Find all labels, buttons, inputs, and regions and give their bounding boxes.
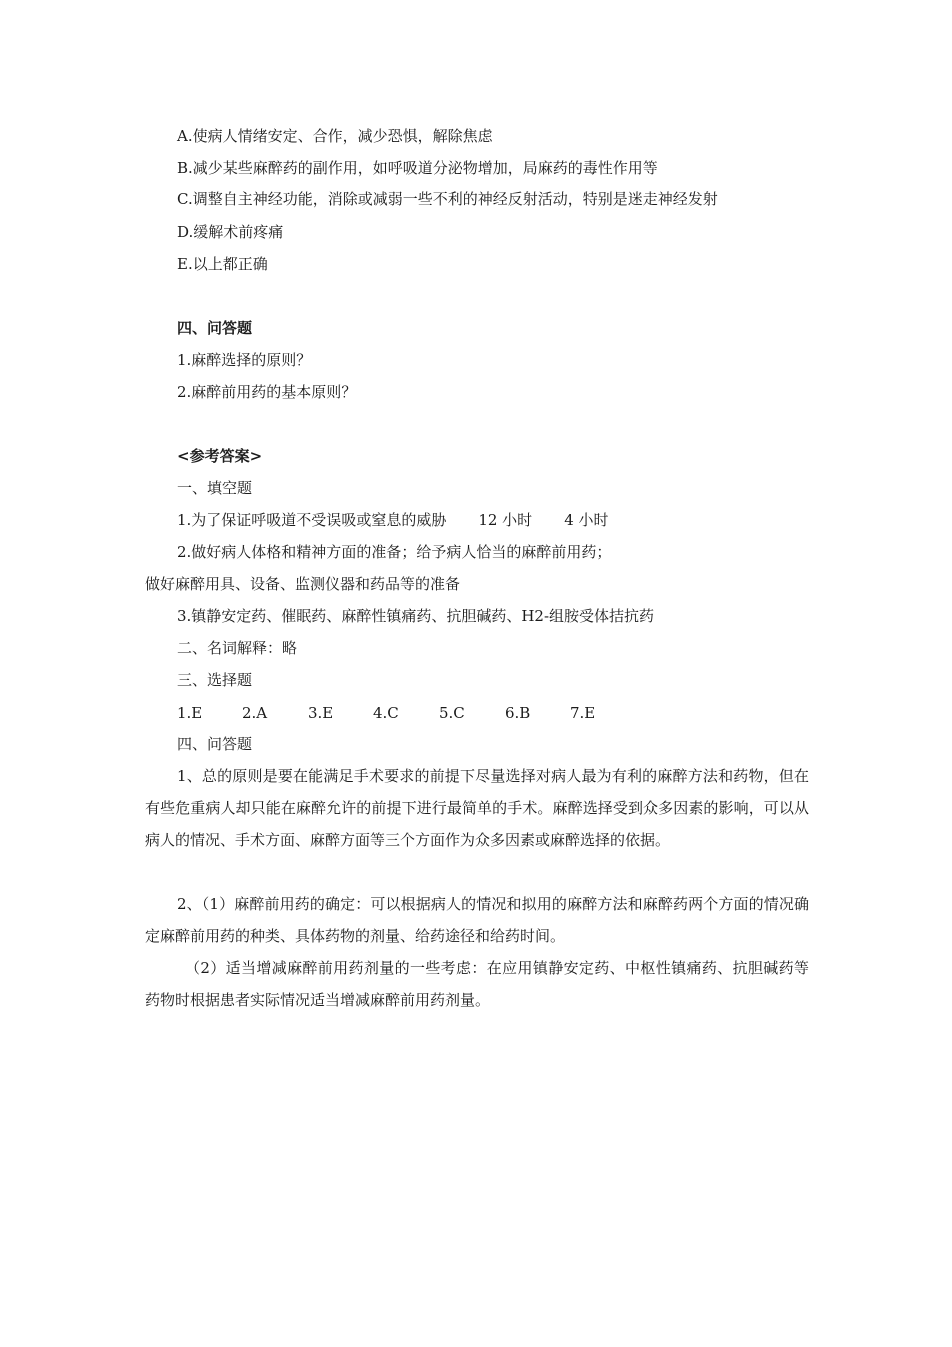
question-2: 2.麻醉前用药的基本原则？ xyxy=(177,383,357,401)
qa-answer-1: 1、总的原则是要在能满足手术要求的前提下尽量选择对病人最为有利的麻醉方法和药物，但在有些危重病人却只能在麻醉允许的前提下进行最简单的手术。麻醉选择受到众多因素的影响，可以从病人的情况、手术方面、麻醉方面等三个方面作为众多因素或麻醉选择的依据。 xyxy=(145,767,809,849)
fill-answer-1 xyxy=(177,510,609,530)
fill-answer-2-line-2: 做好麻醉用具、设备、监测仪器和药品等的准备 xyxy=(145,575,461,593)
choice-answer-2: 2.A xyxy=(242,704,268,722)
qa-answer-heading: 四、问答题 xyxy=(177,735,253,753)
choice-answer-6: 6.B xyxy=(505,704,531,722)
choice-answer-5: 5.C xyxy=(439,704,465,722)
choice-answer-3: 3.E xyxy=(308,704,334,722)
qa-answer-3: （2）适当增减麻醉前用药剂量的一些考虑：在应用镇静安定药、中枢性镇痛药、抗胆碱药等药物时根据患者实际情况适当增减麻醉前用药剂量。 xyxy=(145,959,809,1009)
fill-heading: 一、填空题 xyxy=(177,479,253,497)
option-c: C.调整自主神经功能，消除或减弱一些不利的神经反射活动，特别是迷走神经发射 xyxy=(177,190,718,208)
option-d: D.缓解术前疼痛 xyxy=(177,223,284,241)
question-1: 1.麻醉选择的原则？ xyxy=(177,351,312,369)
fill-answer-2-line-1: 2.做好病人体格和精神方面的准备；给予病人恰当的麻醉前用药； xyxy=(177,543,612,561)
choice-heading: 三、选择题 xyxy=(177,671,253,689)
terms-answer: 二、名词解释：略 xyxy=(177,639,298,657)
fill-answer-1-text: 1.为了保证呼吸道不受误吸或窒息的威胁 xyxy=(177,511,447,529)
answers-heading: <参考答案> xyxy=(177,447,263,465)
option-b: B.减少某些麻醉药的副作用，如呼吸道分泌物增加，局麻药的毒性作用等 xyxy=(177,159,658,177)
fill-answer-1-value-1: 12 小时 xyxy=(478,511,533,529)
choice-answer-4: 4.C xyxy=(373,704,399,722)
qa-section-heading: 四、问答题 xyxy=(177,319,253,337)
choice-answer-7: 7.E xyxy=(570,704,596,722)
choice-answer-1: 1.E xyxy=(177,704,203,722)
fill-answer-1-value-2: 4 小时 xyxy=(564,511,609,529)
qa-answer-2: 2、（1）麻醉前用药的确定：可以根据病人的情况和拟用的麻醉方法和麻醉药两个方面的情况确定麻醉前用药的种类、具体药物的剂量、给药途径和给药时间。 xyxy=(145,895,809,945)
fill-answer-3: 3.镇静安定药、催眠药、麻醉性镇痛药、抗胆碱药、H2-组胺受体拮抗药 xyxy=(177,607,655,625)
option-a: A.使病人情绪安定、合作，减少恐惧，解除焦虑 xyxy=(177,127,493,145)
option-e: E.以上都正确 xyxy=(177,255,268,273)
